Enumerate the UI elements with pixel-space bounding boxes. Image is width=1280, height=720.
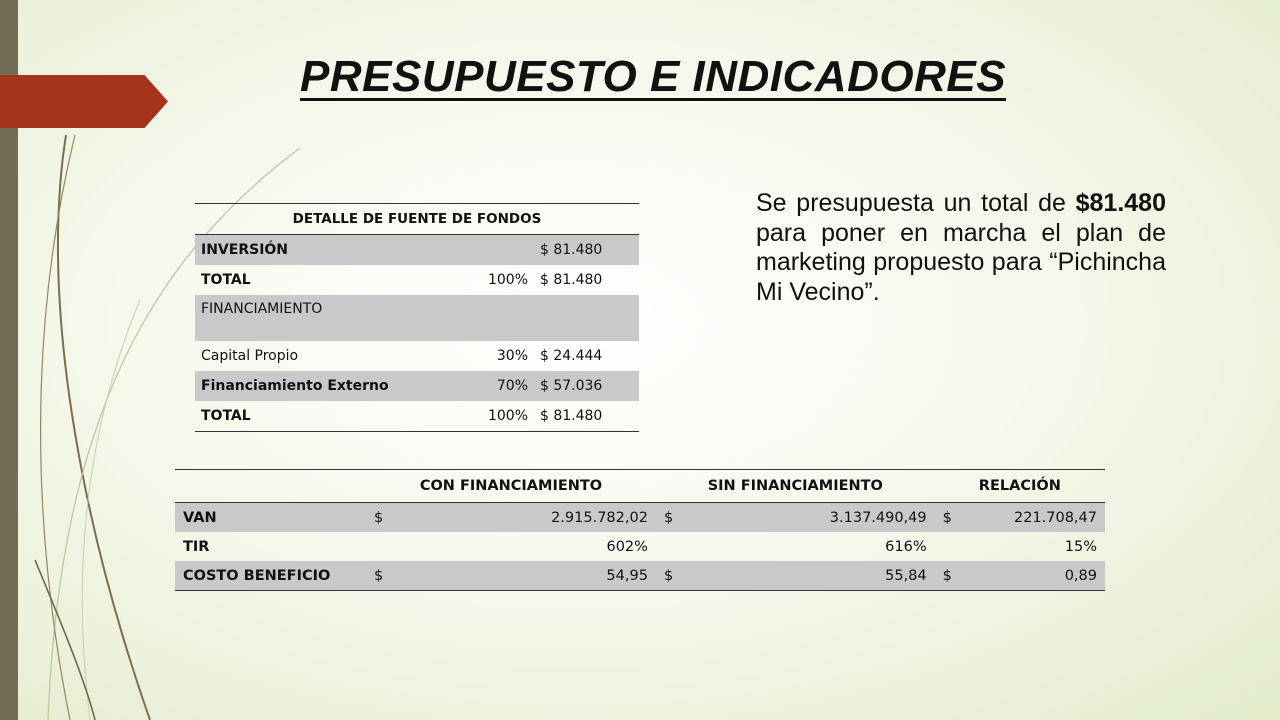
currency-symbol: $ (663, 509, 674, 526)
header-relacion: RELACIÓN (935, 470, 1105, 503)
row-amount: $ 24.444 (540, 348, 603, 364)
currency-symbol: $ (663, 567, 674, 584)
cell-value (366, 561, 656, 591)
row-label: TOTAL (201, 408, 251, 424)
row-label: VAN (183, 509, 217, 526)
row-amount (534, 295, 639, 341)
value: 0,89 (1064, 567, 1097, 584)
table-row (195, 265, 639, 295)
row-label: TIR (183, 538, 210, 555)
currency-symbol: $ (942, 509, 952, 526)
header-con-financiamiento: CON FINANCIAMIENTO (366, 470, 656, 503)
value: 3.137.490,49 (829, 509, 927, 526)
slide-title: PRESUPUESTO E INDICADORES (300, 52, 1007, 101)
cell-value (656, 532, 935, 561)
row-amount: $ 57.036 (540, 378, 603, 394)
cell-value (935, 503, 1105, 533)
table-row (195, 401, 639, 432)
funds-header-row (195, 204, 639, 235)
cell-value (366, 532, 656, 561)
cell-value (935, 561, 1105, 591)
table-row (195, 341, 639, 371)
row-label: Financiamiento Externo (201, 378, 389, 394)
accent-arrow (0, 75, 168, 128)
value: 15% (1064, 538, 1097, 555)
table-row (175, 503, 1105, 533)
row-amount: $ 81.480 (540, 242, 603, 258)
value: 54,95 (606, 567, 648, 584)
value: 2.915.782,02 (551, 509, 648, 526)
indicators-table (175, 469, 1105, 591)
funds-table (195, 203, 639, 432)
row-pct (437, 235, 534, 266)
value: 616% (885, 538, 927, 555)
cell-value (656, 561, 935, 591)
table-row (175, 561, 1105, 591)
cell-value (935, 532, 1105, 561)
row-label: INVERSIÓN (201, 242, 289, 258)
description-text-1: Se presupuesta un total de (756, 189, 1076, 217)
table-row (195, 371, 639, 401)
table-row (195, 235, 639, 266)
description-amount: $81.480 (1075, 189, 1166, 217)
row-pct: 30% (496, 348, 528, 364)
funds-table-header: DETALLE DE FUENTE DE FONDOS (195, 204, 639, 235)
cell-value (366, 503, 656, 533)
row-pct: 70% (496, 378, 528, 394)
row-label: TOTAL (201, 272, 251, 288)
indicators-header-row (175, 470, 1105, 503)
row-pct: 100% (487, 408, 528, 424)
value: 221.708,47 (1013, 509, 1097, 526)
row-amount: $ 81.480 (540, 408, 603, 424)
row-label: COSTO BENEFICIO (183, 567, 331, 584)
value: 55,84 (885, 567, 927, 584)
budget-description (756, 189, 1166, 307)
table-row (195, 295, 639, 341)
table-row (175, 532, 1105, 561)
description-text-2: para poner en marcha el plan de marketing propuesto para “Pichincha Mi Vecino”. (756, 218, 1166, 306)
currency-symbol: $ (942, 567, 952, 584)
currency-symbol: $ (374, 509, 384, 526)
row-pct: 100% (487, 272, 528, 288)
row-amount: $ 81.480 (540, 272, 603, 288)
row-pct (437, 295, 534, 341)
header-empty (175, 470, 366, 503)
currency-symbol: $ (374, 567, 384, 584)
row-label: Capital Propio (201, 348, 299, 364)
row-label: FINANCIAMIENTO (201, 301, 323, 317)
value: 602% (606, 538, 648, 555)
cell-value (656, 503, 935, 533)
header-sin-financiamiento: SIN FINANCIAMIENTO (656, 470, 935, 503)
